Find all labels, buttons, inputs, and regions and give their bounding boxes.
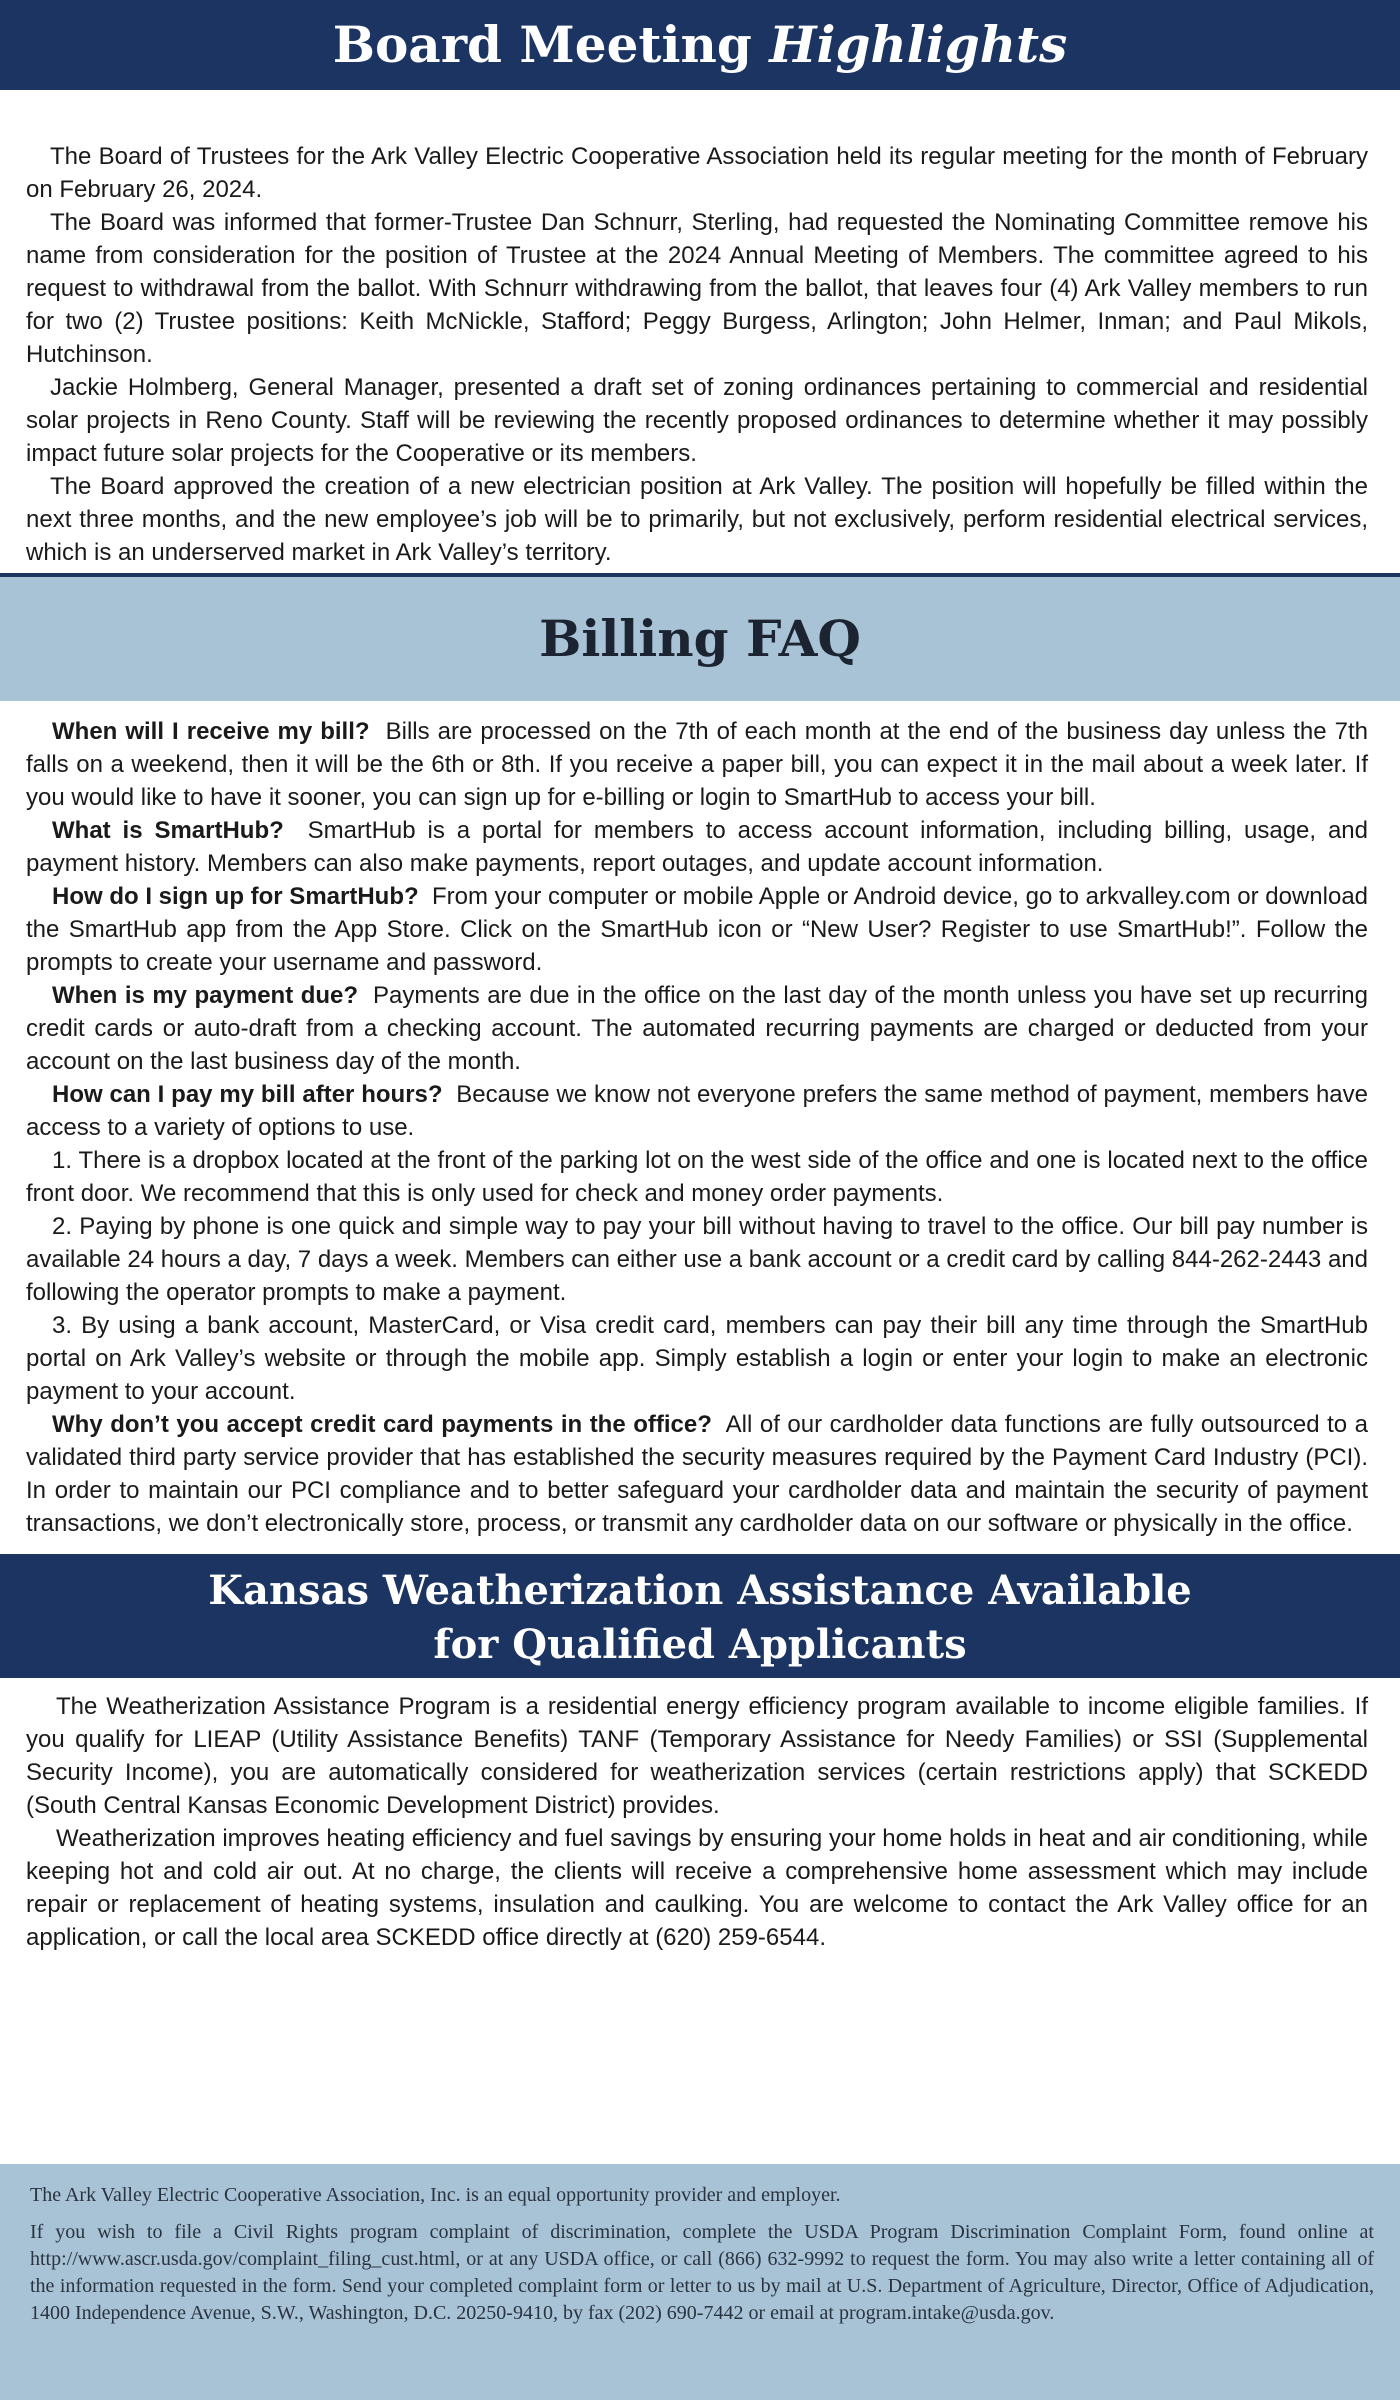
equal-opportunity-statement: The Ark Valley Electric Cooperative Association, Inc. is an equal opportunity provider and employer. — [30, 2184, 841, 2206]
faq-item — [26, 1078, 1368, 1144]
faq-question: What is SmartHub? — [52, 817, 284, 844]
faq-question: Why don’t you accept credit card payments in the office? — [52, 1411, 712, 1438]
legal-footer — [0, 2164, 1400, 2400]
payment-option: 2. Paying by phone is one quick and simple way to pay your bill without having to travel to the office. Our bill pay number is available 24 hours a day, 7 days a week. Members can either use a bank account or a credit card by calling 844-262-2443 and following the operator prompts to make a payment. — [26, 1213, 1368, 1306]
civil-rights-notice: If you wish to file a Civil Rights program complaint of discrimination, complete the USDA Program Discrimination Complaint Form, found online at http://www.ascr.usda.gov/complaint_filing_cust.html, or at any USDA office, or call (866) 632-9992 to request the form. You may also write a letter containing all of the information requested in the form. Send your completed complaint form or letter to us by mail at U.S. Department of Agriculture, Director, Office of Adjudication, 1400 Independence Avenue, S.W., Washington, D.C. 20250-9410, by fax (202) 690-7442 or email at program.intake@usda.gov. — [30, 2221, 1374, 2324]
billing-faq-body — [0, 701, 1400, 1554]
faq-answer: Payments are due in the office on the last day of the month unless you have set up recurring credit cards or auto-draft from a checking account. The automated recurring payments are charged or deducted from your account on the last business day of the month. — [26, 982, 1368, 1075]
faq-question: How can I pay my bill after hours? — [52, 1081, 443, 1108]
board-paragraph: The Board approved the creation of a new electrician position at Ark Valley. The position will hopefully be filled within the next three months, and the new employee’s job will be to primarily, but not exclusively, perform residential electrical services, which is an underserved market in Ark Valley’s territory. — [26, 473, 1368, 566]
weatherization-body — [0, 1678, 1400, 1966]
weatherization-title — [0, 1554, 1400, 1678]
faq-answer: All of our cardholder data functions are fully outsourced to a validated third party service provider that has established the security measures required by the Payment Card Industry (PCI). In order to maintain our PCI compliance and to better safeguard your cardholder data and maintain the security of payment transactions, we don’t electronically store, process, or transmit any cardholder data on our software or physically in the office. — [26, 1411, 1369, 1537]
weatherization-paragraph: Weatherization improves heating efficiency and fuel savings by ensuring your home holds in heat and air conditioning, while keeping hot and cold air out. At no charge, the clients will receive a comprehensive home assessment which may include repair or replacement of heating systems, insulation and caulking. You are welcome to contact the Ark Valley office for an application, or call the local area SCKEDD office directly at (620) 259-6544. — [26, 1825, 1368, 1951]
board-paragraph: Jackie Holmberg, General Manager, presented a draft set of zoning ordinances pertaining to commercial and residential solar projects in Reno County. Staff will be reviewing the recently proposed ordinances to determine whether it may possibly impact future solar projects for the Cooperative or its members. — [26, 374, 1368, 467]
faq-question: When is my payment due? — [52, 982, 359, 1009]
title-line: Kansas Weatherization Assistance Available — [208, 1567, 1192, 1614]
faq-item — [26, 979, 1368, 1078]
board-paragraph: The Board was informed that former-Trustee Dan Schnurr, Sterling, had requested the Nominating Committee remove his name from consideration for the position of Trustee at the 2024 Annual Meeting of Members. The committee agreed to his request to withdrawal from the ballot. With Schnurr withdrawing from the ballot, that leaves four (4) Ark Valley members to run for two (2) Trustee positions: Keith McNickle, Stafford; Peggy Burgess, Arlington; John Helmer, Inman; and Paul Mikols, Hutchinson. — [26, 209, 1368, 368]
faq-answer: From your computer or mobile Apple or Android device, go to arkvalley.com or download the SmartHub app from the App Store. Click on the SmartHub icon or “New User? Register to use SmartHub!”. Follow the prompts to create your username and password. — [26, 883, 1369, 976]
faq-item — [26, 880, 1368, 979]
faq-item — [26, 1408, 1368, 1540]
faq-answer: Because we know not everyone prefers the same method of payment, members have access to a variety of options to use. — [26, 1081, 1368, 1141]
title-line: for Qualified Applicants — [433, 1621, 967, 1668]
faq-item — [26, 814, 1368, 880]
board-meeting-body — [0, 90, 1400, 573]
payment-option: 1. There is a dropbox located at the front of the parking lot on the west side of the office and one is located next to the office front door. We recommend that this is only used for check and money order payments. — [26, 1147, 1368, 1207]
faq-question: When will I receive my bill? — [52, 718, 370, 745]
title-italic: Highlights — [769, 15, 1068, 74]
weatherization-paragraph: The Weatherization Assistance Program is a residential energy efficiency program available to income eligible families. If you qualify for LIEAP (Utility Assistance Benefits) TANF (Temporary Assistance for Needy Families) or SSI (Supplemental Security Income), you are automatically considered for weatherization services (certain restrictions apply) that SCKEDD (South Central Kansas Economic Development District) provides. — [26, 1693, 1368, 1819]
board-paragraph: The Board of Trustees for the Ark Valley Electric Cooperative Association held its regular meeting for the month of February on February 26, 2024. — [26, 143, 1368, 203]
billing-faq-title: Billing FAQ — [0, 577, 1400, 701]
payment-option: 3. By using a bank account, MasterCard, or Visa credit card, members can pay their bill any time through the SmartHub portal on Ark Valley’s website or through the mobile app. Simply establish a login or enter your login to make an electronic payment to your account. — [26, 1312, 1368, 1405]
board-meeting-title — [0, 0, 1400, 90]
faq-answer: Bills are processed on the 7th of each month at the end of the business day unless the 7th falls on a weekend, then it will be the 6th or 8th. If you receive a paper bill, you can expect it in the mail about a week later. If you would like to have it sooner, you can sign up for e-billing or login to SmartHub to access your bill. — [26, 718, 1368, 811]
title-plain: Board Meeting — [332, 15, 752, 74]
faq-question: How do I sign up for SmartHub? — [52, 883, 419, 910]
faq-answer: SmartHub is a portal for members to access account information, including billing, usage, and payment history. Members can also make payments, report outages, and update account information. — [26, 817, 1369, 877]
faq-item — [26, 715, 1368, 814]
